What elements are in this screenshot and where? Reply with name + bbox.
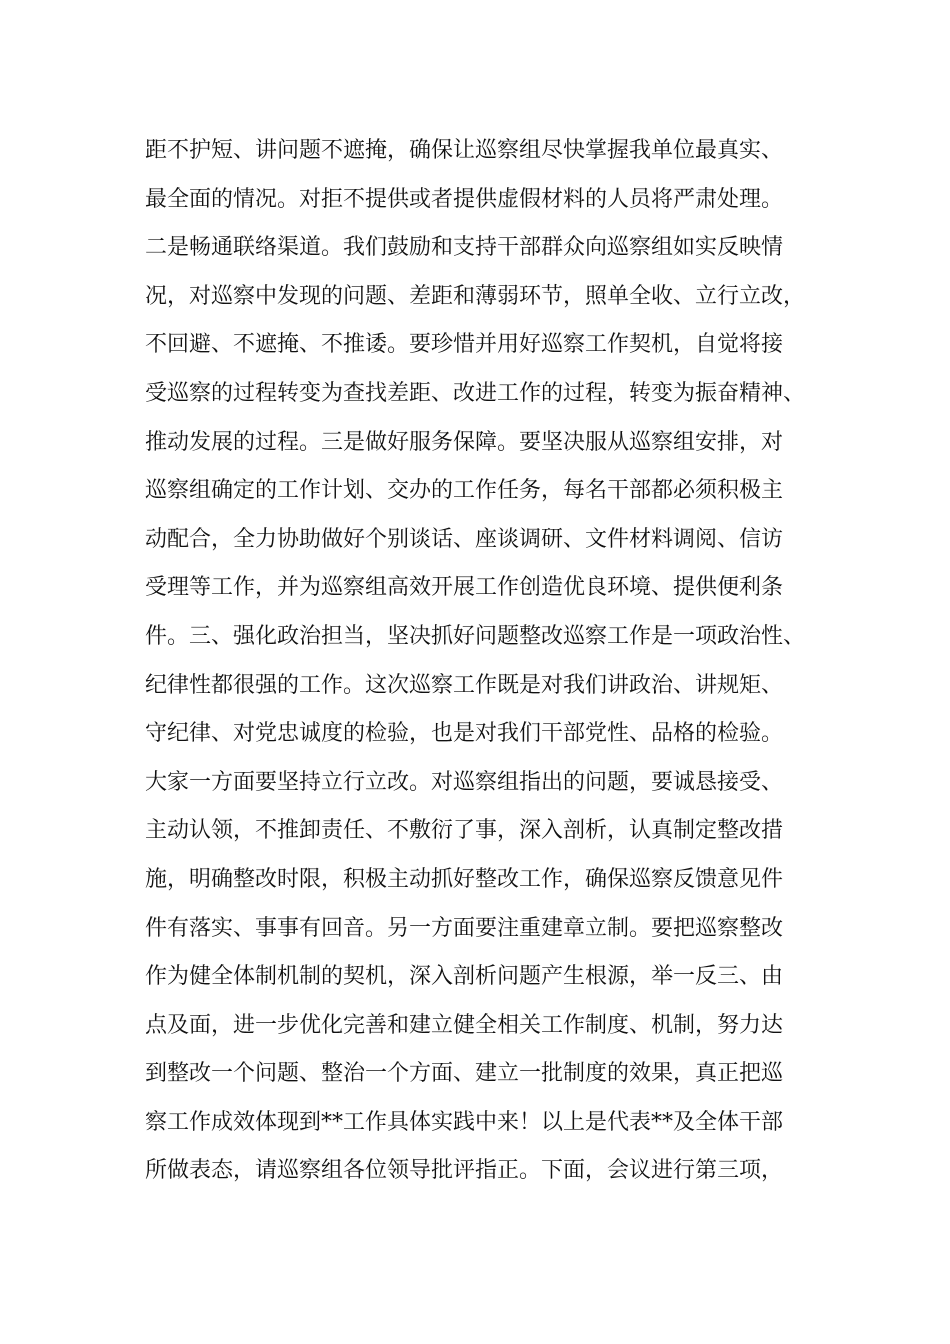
- text-line-3: 二是畅通联络渠道。我们鼓励和支持干部群众向巡察组如实反映情: [145, 235, 784, 261]
- text-line-12: 纪律性都很强的工作。这次巡察工作既是对我们讲政治、讲规矩、: [145, 672, 784, 698]
- body-text: [145, 127, 835, 1196]
- text-line-16: 施，明确整改时限，积极主动抓好整改工作，确保巡察反馈意见件: [145, 866, 784, 892]
- text-line-15: 主动认领，不推卸责任、不敷衍了事，深入剖析，认真制定整改措: [145, 818, 784, 844]
- text-line-8: 巡察组确定的工作计划、交办的工作任务，每名干部都必须积极主: [145, 478, 784, 504]
- text-line-14: 大家一方面要坚持立行立改。对巡察组指出的问题，要诚恳接受、: [145, 769, 784, 795]
- text-line-2: 最全面的情况。对拒不提供或者提供虚假材料的人员将严肃处理。: [145, 186, 784, 212]
- text-line-9: 动配合，全力协助做好个别谈话、座谈调研、文件材料调阅、信访: [145, 526, 784, 552]
- text-line-10: 受理等工作，并为巡察组高效开展工作创造优良环境、提供便利条: [145, 575, 784, 601]
- text-line-5: 不回避、不遮掩、不推诿。要珍惜并用好巡察工作契机，自觉将接: [145, 332, 784, 358]
- text-line-6: 受巡察的过程转变为查找差距、改进工作的过程，转变为振奋精神、: [145, 380, 806, 406]
- text-line-17: 件有落实、事事有回音。另一方面要注重建章立制。要把巡察整改: [145, 915, 784, 941]
- text-line-11: 件。三、强化政治担当，坚决抓好问题整改巡察工作是一项政治性、: [145, 623, 806, 649]
- text-line-1: 距不护短、讲问题不遮掩，确保让巡察组尽快掌握我单位最真实、: [145, 138, 784, 163]
- text-line-4: 况，对巡察中发现的问题、差距和薄弱环节，照单全收、立行立改，: [145, 283, 806, 309]
- text-line-18: 作为健全体制机制的契机，深入剖析问题产生根源，举一反三、由: [145, 964, 784, 990]
- text-line-19: 点及面，进一步优化完善和建立健全相关工作制度、机制，努力达: [145, 1012, 784, 1038]
- text-line-13: 守纪律、对党忠诚度的检验，也是对我们干部党性、品格的检验。: [145, 721, 784, 747]
- text-line-20: 到整改一个问题、整治一个方面、建立一批制度的效果，真正把巡: [145, 1061, 784, 1087]
- text-line-7: 推动发展的过程。三是做好服务保障。要坚决服从巡察组安排，对: [145, 429, 784, 455]
- text-line-21: 察工作成效体现到**工作具体实践中来！以上是代表**及全体干部: [145, 1109, 784, 1135]
- text-line-22: 所做表态，请巡察组各位领导批评指正。下面，会议进行第三项，: [145, 1158, 784, 1184]
